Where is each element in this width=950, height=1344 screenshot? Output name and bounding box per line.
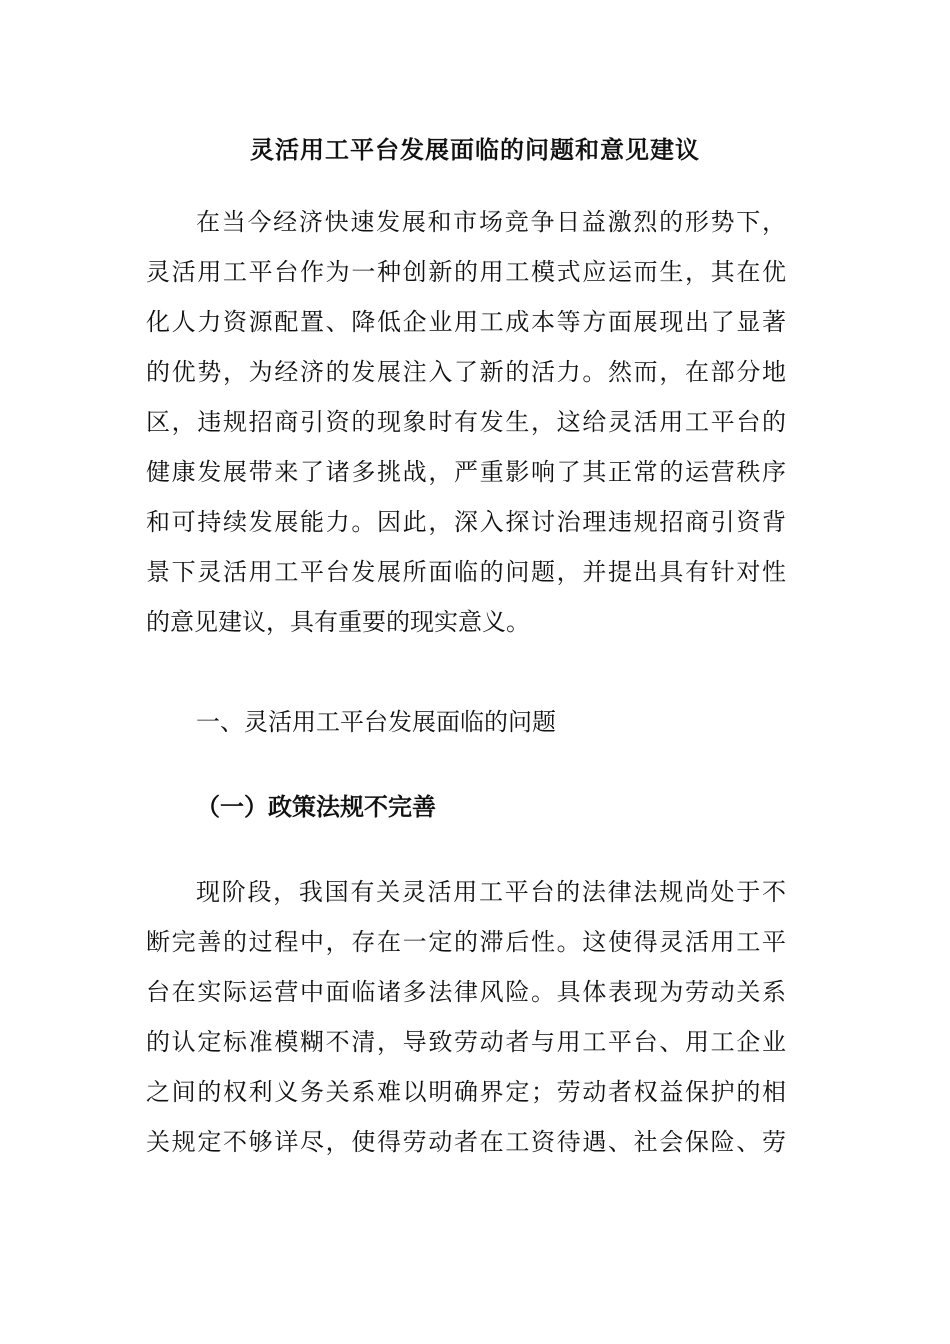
paragraph-line: 区，违规招商引资的现象时有发生，这给灵活用工平台的 [146, 408, 786, 436]
paragraph-line: 景下灵活用工平台发展所面临的问题，并提出具有针对性 [146, 558, 786, 586]
body-paragraph [146, 867, 786, 1167]
paragraph-line: 断完善的过程中，存在一定的滞后性。这使得灵活用工平 [146, 928, 786, 956]
paragraph-line: 化人力资源配置、降低企业用工成本等方面展现出了显著 [146, 308, 786, 336]
paragraph-line: 灵活用工平台作为一种创新的用工模式应运而生，其在优 [146, 258, 786, 286]
paragraph-line: 关规定不够详尽，使得劳动者在工资待遇、社会保险、劳 [146, 1128, 786, 1156]
paragraph-line: 健康发展带来了诸多挑战，严重影响了其正常的运营秩序 [146, 458, 786, 486]
document-title: 灵活用工平台发展面临的问题和意见建议 [250, 135, 700, 164]
paragraph-line: 台在实际运营中面临诸多法律风险。具体表现为劳动关系 [146, 978, 786, 1006]
paragraph-line: 现阶段，我国有关灵活用工平台的法律法规尚处于不 [196, 878, 786, 906]
paragraph-line: 的认定标准模糊不清，导致劳动者与用工平台、用工企业 [146, 1028, 786, 1056]
section-heading: 一、灵活用工平台发展面临的问题 [196, 708, 556, 736]
subsection-heading: （一）政策法规不完善 [196, 792, 436, 821]
paragraph-line: 的优势，为经济的发展注入了新的活力。然而，在部分地 [146, 358, 786, 386]
paragraph-line: 之间的权利义务关系难以明确界定；劳动者权益保护的相 [146, 1078, 786, 1106]
paragraph-line: 的意见建议，具有重要的现实意义。 [146, 608, 530, 636]
paragraph-line: 和可持续发展能力。因此，深入探讨治理违规招商引资背 [146, 508, 786, 536]
paragraph-line: 在当今经济快速发展和市场竞争日益激烈的形势下， [196, 208, 786, 236]
intro-paragraph [146, 197, 786, 647]
